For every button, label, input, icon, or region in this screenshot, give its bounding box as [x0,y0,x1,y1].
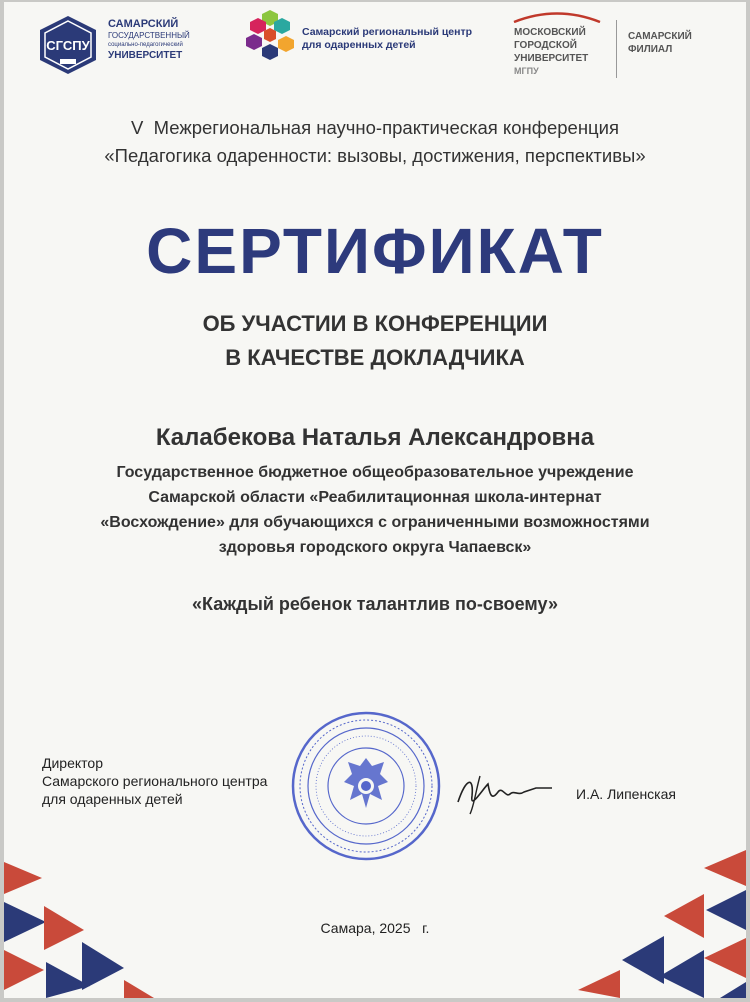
sgspu-line-2: ГОСУДАРСТВЕННЫЙ [108,31,190,40]
position-line-3: для одаренных детей [42,791,183,807]
subtitle-line-2: В КАЧЕСТВЕ ДОКЛАДЧИКА [225,345,525,370]
handwritten-signature [452,770,562,818]
sgspu-emblem-text: СГСПУ [46,38,90,53]
position-line-1: Директор [42,755,103,771]
signer-position [42,754,267,808]
city-date: Самара, 2025 г. [320,920,430,936]
mgpu-divider [616,20,617,78]
report-topic: «Каждый ребенок талантлив по-своему» [192,594,558,614]
sgspu-line-4: УНИВЕРСИТЕТ [108,50,183,61]
certificate-title: СЕРТИФИКАТ [146,215,604,287]
mgpu-branch-line-2: ФИЛИАЛ [628,44,673,55]
regional-center-line-2: для одаренных детей [302,39,416,51]
org-line-4: здоровья городского округа Чапаевск» [218,539,532,556]
org-line-2: Самарской области «Реабилитационная школа-интернат [148,489,602,506]
mgpu-line-2: ГОРОДСКОЙ [514,40,577,51]
mgpu-line-4: МГПУ [514,66,539,76]
official-stamp [290,710,442,862]
sgspu-emblem [36,14,100,76]
regional-center-logo [244,8,296,64]
sgspu-line-3: социально-педагогический [108,42,183,48]
regional-center-line-1: Самарский региональный центр [302,26,473,38]
mgpu-line-3: УНИВЕРСИТЕТ [514,53,589,64]
certificate-page [4,2,746,998]
certificate-subtitle [4,307,746,375]
subtitle-line-1: ОБ УЧАСТИИ В КОНФЕРЕНЦИИ [202,311,548,336]
regional-center-name [302,26,502,52]
mgpu-line-1: МОСКОВСКИЙ [514,27,586,38]
conference-line-2: «Педагогика одаренности: вызовы, достижения, перспективы» [104,145,646,166]
conference-title [4,114,746,170]
mgpu-name [514,26,614,78]
recipient-organization [4,460,746,560]
sgspu-name [108,18,208,62]
mgpu-branch-line-1: САМАРСКИЙ [628,31,692,42]
org-line-1: Государственное бюджетное общеобразовательное учреждение [116,464,634,481]
mgpu-branch [628,30,718,56]
recipient-name: Калабекова Наталья Александровна [155,424,595,451]
conference-line-1: V Межрегиональная научно-практическая конференция [131,117,619,138]
signer-name: И.А. Липенская [576,786,676,802]
position-line-2: Самарского регионального центра [42,773,268,789]
sgspu-line-1: САМАРСКИЙ [108,18,179,30]
org-line-3: «Восхождение» для обучающихся с ограниченными возможностями [100,514,650,531]
mgpu-arc [510,10,604,22]
